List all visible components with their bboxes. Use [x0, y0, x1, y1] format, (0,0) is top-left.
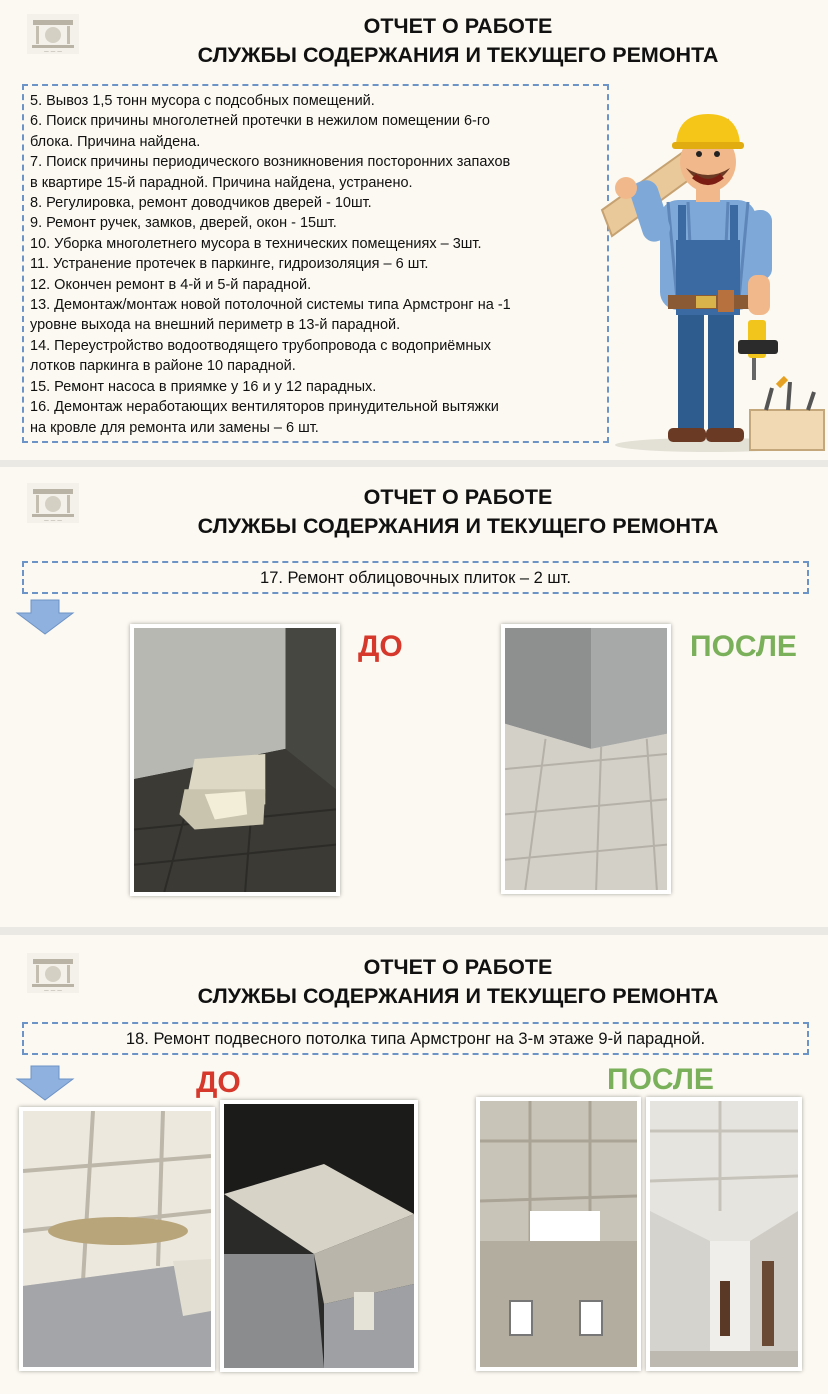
list-item: 11. Устранение протечек в паркинге, гидроизоляция – 6 шт. — [30, 256, 429, 273]
after-photo — [476, 1097, 641, 1371]
list-item: 12. Окончен ремонт в 4-й и 5-й парадной. — [30, 276, 312, 293]
list-item: уровне выхода на внешний периметр в 13-й парадной. — [30, 317, 401, 334]
report-slide-3 — [0, 935, 828, 1394]
before-label: ДО — [358, 630, 403, 663]
before-label: ДО — [196, 1066, 241, 1099]
list-item: лотков паркинга в районе 10 парадной. — [30, 358, 296, 375]
list-item: 8. Регулировка, ремонт доводчиков дверей - 10шт. — [30, 195, 372, 212]
down-arrow-icon — [15, 599, 75, 635]
after-photo — [646, 1097, 802, 1371]
down-arrow-icon — [15, 1065, 75, 1101]
work-list — [22, 84, 609, 443]
after-label: ПОСЛЕ — [607, 1063, 714, 1096]
list-item: на кровле для ремонта или замены – 6 шт. — [30, 419, 319, 436]
slide-title: ОТЧЕТ О РАБОТЕ СЛУЖБЫ СОДЕРЖАНИЯ И ТЕКУЩЕГО РЕМОНТА — [197, 14, 719, 67]
list-item: в квартире 15-й парадной. Причина найдена, устранено. — [30, 174, 413, 191]
slide-title: ОТЧЕТ О РАБОТЕ СЛУЖБЫ СОДЕРЖАНИЯ И ТЕКУЩЕГО РЕМОНТА — [197, 485, 719, 538]
report-slide-2 — [0, 467, 828, 927]
list-item: 15. Ремонт насоса в приямке у 16 и у 12 парадных. — [30, 378, 377, 395]
list-item: 13. Демонтаж/монтаж новой потолочной системы типа Армстронг на -1 — [30, 297, 511, 314]
report-slide-1 — [0, 0, 828, 460]
worker-illustration — [598, 110, 828, 455]
before-photo — [130, 624, 340, 896]
list-item: 14. Переустройство водоотводящего трубопровода с водоприёмных — [30, 337, 492, 354]
after-label: ПОСЛЕ — [690, 630, 797, 663]
company-logo — [27, 14, 79, 54]
slide-title: ОТЧЕТ О РАБОТЕ СЛУЖБЫ СОДЕРЖАНИЯ И ТЕКУЩЕГО РЕМОНТА — [197, 955, 719, 1008]
list-item: 9. Ремонт ручек, замков, дверей, окон - 15шт. — [30, 215, 337, 232]
after-photo — [501, 624, 671, 894]
company-logo — [27, 483, 79, 523]
task-banner: 17. Ремонт облицовочных плиток – 2 шт. — [22, 561, 809, 594]
before-photo — [220, 1100, 418, 1372]
list-item: блока. Причина найдена. — [30, 133, 201, 150]
list-item: 5. Вывоз 1,5 тонн мусора с подсобных помещений. — [30, 93, 375, 109]
list-item: 6. Поиск причины многолетней протечки в нежилом помещении 6-го — [30, 113, 490, 130]
list-item: 7. Поиск причины периодического возникновения посторонних запахов — [30, 154, 511, 171]
company-logo — [27, 953, 79, 993]
before-photo — [19, 1107, 215, 1371]
list-item: 16. Демонтаж неработающих вентиляторов принудительной вытяжки — [30, 399, 499, 416]
task-banner: 18. Ремонт подвесного потолка типа Армстронг на 3-м этаже 9-й парадной. — [22, 1022, 809, 1055]
list-item: 10. Уборка многолетнего мусора в технических помещениях – 3шт. — [30, 235, 482, 252]
